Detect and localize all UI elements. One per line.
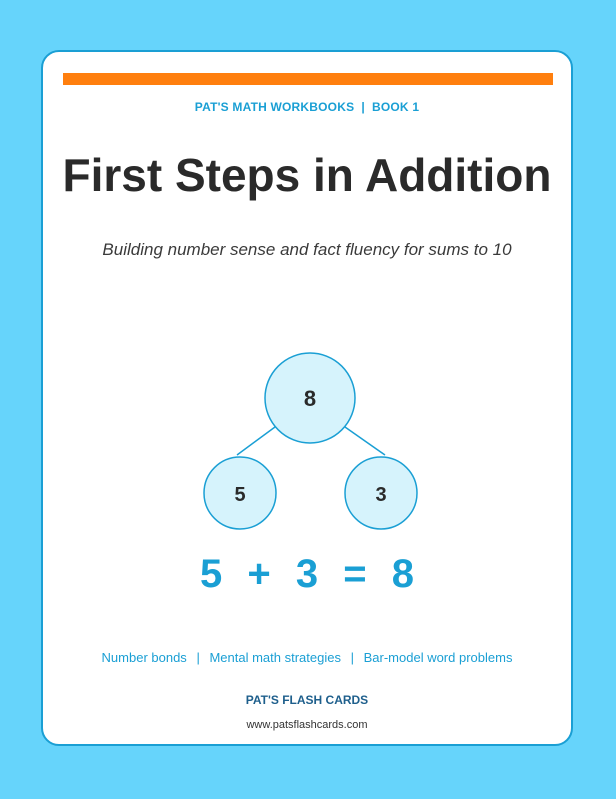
cover-subtitle: Building number sense and fact fluency for sums to 10: [102, 240, 512, 259]
equation-equals: =: [343, 552, 367, 596]
brand-name: PAT'S FLASH CARDS: [245, 693, 369, 707]
topic-item: Bar-model word problems: [363, 650, 513, 665]
cover-title: First Steps in Addition: [62, 149, 552, 201]
topic-item: Number bonds: [101, 650, 187, 665]
equation-sum: 8: [391, 552, 414, 596]
topic-item: Mental math strategies: [209, 650, 341, 665]
bond-connector-left: [237, 427, 275, 455]
bond-part-left-value: 5: [234, 484, 246, 506]
number-bond-diagram: [43, 52, 575, 552]
equation-plus: +: [247, 552, 271, 596]
brand-url[interactable]: www.patsflashcards.com: [246, 719, 368, 731]
topic-separator: |: [196, 650, 200, 665]
bond-whole-value: 8: [303, 386, 317, 411]
addition-equation: [43, 550, 571, 598]
equation-addend-1: 5: [200, 552, 223, 596]
topics-line: [43, 650, 571, 665]
bond-connector-right: [345, 427, 385, 455]
bond-part-right-value: 3: [375, 484, 387, 506]
series-label: PAT'S MATH WORKBOOKS | BOOK 1: [194, 100, 420, 114]
cover-card: [41, 50, 573, 746]
equation-addend-2: 3: [295, 552, 319, 596]
topic-separator: |: [350, 650, 354, 665]
